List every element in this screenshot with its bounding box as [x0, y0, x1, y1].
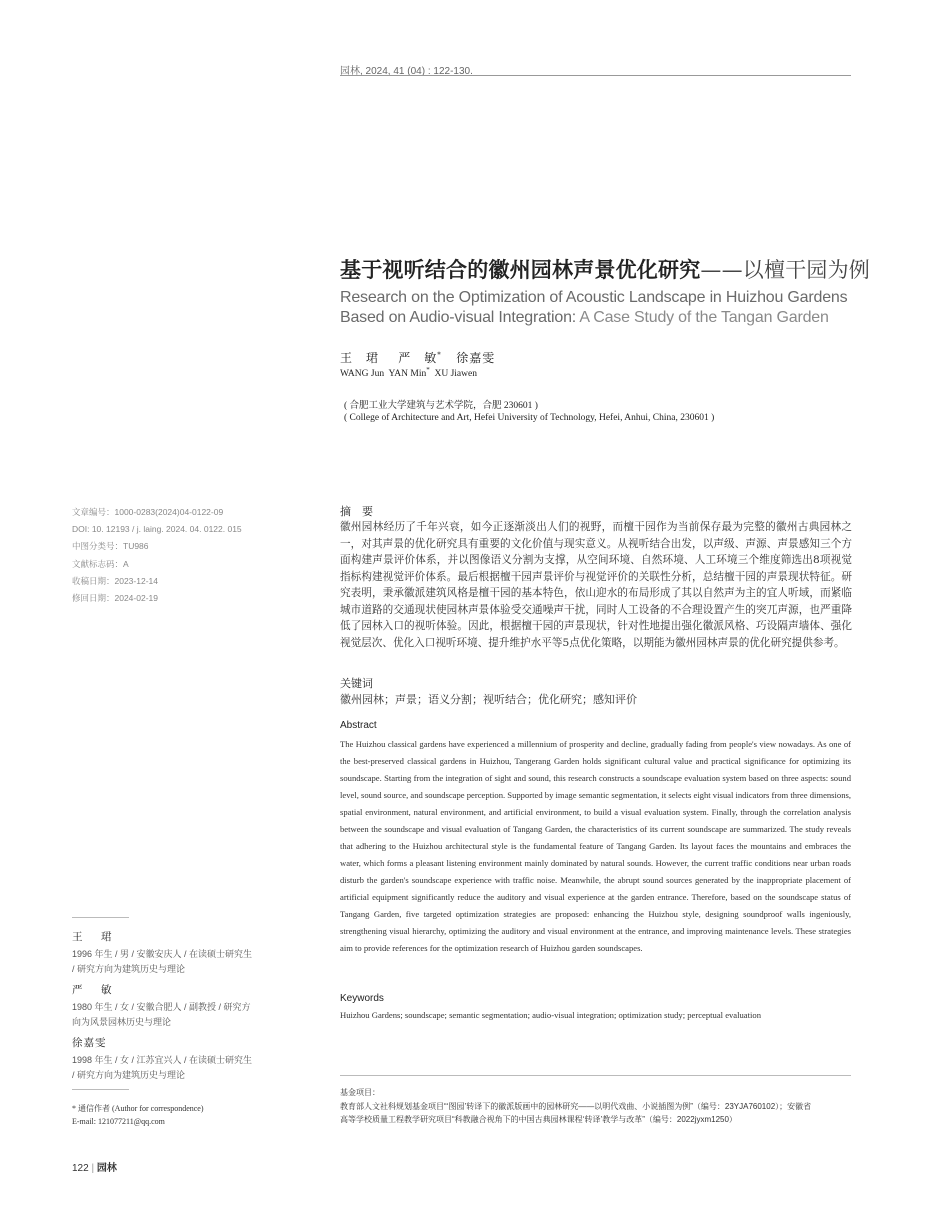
affiliation-chinese: ( 合肥工业大学建筑与艺术学院，合肥 230601 ): [344, 401, 538, 411]
funding-heading: 基金项目：: [340, 1088, 380, 1097]
keywords-cn-heading: 关键词: [340, 677, 373, 690]
received-date: 收稿日期：2023-12-14: [72, 575, 158, 586]
author-cn-1: 王 珺: [340, 351, 380, 365]
bio-description: 1980 年生 / 女 / 安徽合肥人 / 副教授 / 研究方向为风景园林历史与理论: [72, 1002, 251, 1027]
author-en-3: XU Jiawen: [434, 369, 477, 380]
keywords-en-heading: Keywords: [340, 993, 384, 1004]
document-code: 文献标志码：A: [72, 558, 129, 569]
header-rule: [340, 75, 851, 76]
abstract-english: The Huizhou classical gardens have experienced a millennium of prosperity and decline, gradually fading from people's view nowadays. As one of the best-preserved classical gardens in Huizhou, Tangerang Garden holds significant cultural value and practical significance for optimizing its soundscape. Starting from the integration of sight and sound, this research constructs a soundscape evaluation system based on three aspects: sound level, sound source, and soundscape perception. Supported by image semantic segmentation, it selects eight visual indicators from three dimensions, spatial environment, natural environment, and artificial environment, to build a visual evaluation system. Finally, through the correlation analysis between the soundscape and visual evaluation of Tangang Garden, the characteristics of its current soundscape are summarized. The study reveals that adhering to the Huizhou architectural style is the fundamental feature of Tangang Garden. Its layout faces the mountains and embraces the water, which forms a pleasant listening environment mainly dominated by natural sounds. However, the current traffic conditions near urban roads disturb the garden's soundscape experience with traffic noise. Meanwhile, the abrupt sound sources generated by the inappropriate placement of artificial equipment significantly reduce the auditory and visual experience at the garden entrance. Therefore, based on the soundscape status of Tangang Garden, five targeted optimization strategies are proposed: enhancing the Huizhou style, designing soundproof walls ingeniously, strengthening visual hierarchy, optimizing the auditory and visual environment at the entrance, and improving maintenance levels. These strategies aim to provide references for the optimization research of Huizhou garden soundscapes.: [340, 739, 851, 953]
title-en-subtitle: A Case Study of the Tangan Garden: [576, 309, 829, 326]
bio-name: 严 敏: [72, 984, 116, 996]
author-bio-2: [72, 982, 257, 1030]
footer-separator: |: [91, 1163, 95, 1174]
author-cn-3: 徐嘉雯: [456, 351, 496, 365]
article-metadata: [72, 504, 242, 607]
title-cn-main: 基于视听结合的徽州园林声景优化研究: [340, 258, 701, 282]
page-number: 122: [72, 1163, 89, 1174]
classification-number: 中图分类号：TU986: [72, 541, 149, 552]
bio-bottom-rule: [72, 1089, 129, 1090]
abstract-cn-heading: 摘 要: [340, 505, 373, 518]
bio-description: 1998 年生 / 女 / 江苏宜兴人 / 在读硕士研究生 / 研究方向为建筑历史与理论: [72, 1055, 253, 1080]
authors-chinese: [340, 349, 495, 366]
funding-rule: [340, 1075, 851, 1076]
author-en-1: WANG Jun: [340, 369, 385, 380]
abstract-chinese: 徽州园林经历了千年兴衰，如今正逐渐淡出人们的视野，而檀干园作为当前保存最为完整的徽州古典园林之一，对其声景的优化研究具有重要的文化价值与现实意义。从视听结合出发，以声级、声源、声景感知三个方面构建声景评价体系，并以图像语义分割为支撑，从空间环境、自然环境、人工环境三个维度筛选出8项视觉指标构建视觉评价体系。最后根据檀干园声景评价与视觉评价的关联性分析，总结檀干园的声景现状特征。研究表明，秉承徽派建筑风格是檀干园的基本特色，依山迎水的布局形成了其以自然声为主的宜人听域，而紧临城市道路的交通现状使园林声景体验受交通噪声干扰，同时人工设备的不合理设置产生的突兀声源，也严重降低了园林入口的视听体验。因此，根据檀干园的声景现状，针对性地提出强化徽派风格、巧设隔声墙体、强化视觉层次、优化入口视听环境、提升维护水平等5点优化策略，以期能为徽州园林声景的优化研究提供参考。: [340, 521, 852, 649]
authors-english: [340, 366, 477, 379]
title-english: [340, 288, 860, 328]
bio-name: 王 珺: [72, 931, 116, 943]
funding-line-2: 高等学校质量工程教学研究项目“科教融合视角下的中国古典园林课程‘转译’教学与改革”（编号：2022jyxm1250）: [340, 1115, 737, 1124]
bio-description: 1996 年生 / 男 / 安徽安庆人 / 在读硕士研究生 / 研究方向为建筑历史与理论: [72, 949, 253, 974]
journal-citation: 园林, 2024, 41 (04) : 122-130.: [340, 66, 473, 77]
corresponding-mark-en: *: [426, 366, 430, 374]
correspondence-email: E-mail: 121077211@qq.com: [72, 1117, 165, 1126]
keywords-chinese: 徽州园林；声景；语义分割；视听结合；优化研究；感知评价: [340, 693, 637, 706]
title-chinese: [340, 254, 870, 284]
title-cn-subtitle: ——以檀干园为例: [700, 258, 871, 282]
bio-top-rule: [72, 917, 129, 918]
abstract-en-heading: Abstract: [340, 720, 377, 731]
author-en-2: YAN Min: [388, 369, 427, 380]
page-footer: [72, 1159, 117, 1174]
correspondence-label: * 通信作者 (Author for correspondence): [72, 1104, 204, 1113]
correspondence: [72, 1102, 204, 1128]
revised-date: 修回日期：2024-02-19: [72, 593, 158, 604]
journal-logo-text: 园林: [96, 1163, 117, 1174]
funding: [340, 1086, 860, 1127]
affiliation-english: ( College of Architecture and Art, Hefei University of Technology, Hefei, Anhui, China, 230601 ): [344, 413, 715, 423]
keywords-english: Huizhou Gardens; soundscape; semantic segmentation; audio-visual integration; optimization study; perceptual evaluation: [340, 1010, 761, 1020]
doi: DOI: 10. 12193 / j. laing. 2024. 04. 0122. 015: [72, 524, 242, 535]
article-number: 文章编号：1000-0283(2024)04-0122-09: [72, 507, 224, 517]
author-bio-3: [72, 1035, 257, 1083]
author-bio-1: [72, 929, 257, 977]
funding-line-1: 教育部人文社科规划基金项目“‘图园’转译下的徽派版画中的园林研究——以明代戏曲、小说插图为例”（编号：23YJA760102）；安徽省: [340, 1101, 812, 1111]
author-cn-2: 严 敏: [398, 351, 438, 365]
title-en-main: Research on the Optimization of Acoustic Landscape in Huizhou Gardens Based on Audio-visual Integration:: [340, 289, 848, 326]
bio-name: 徐嘉雯: [72, 1037, 107, 1049]
corresponding-mark: *: [437, 351, 442, 359]
